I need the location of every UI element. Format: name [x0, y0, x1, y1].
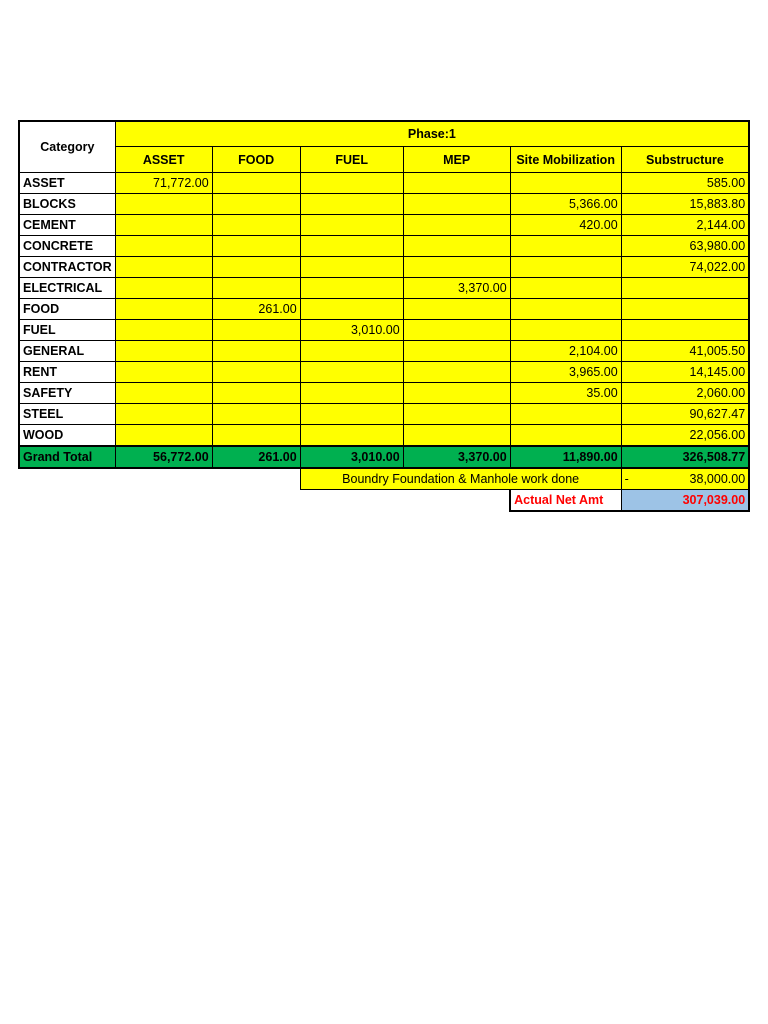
table-cell — [115, 320, 212, 341]
table-cell — [115, 383, 212, 404]
column-header-fuel: FUEL — [300, 147, 403, 173]
spreadsheet — [18, 120, 750, 512]
net-amount-value: 307,039.00 — [621, 490, 749, 512]
table-row — [19, 299, 749, 320]
grand-total-row — [19, 446, 749, 468]
table-cell: 35.00 — [510, 383, 621, 404]
table-cell — [510, 236, 621, 257]
column-header-mep: MEP — [403, 147, 510, 173]
table-cell: 14,145.00 — [621, 362, 749, 383]
table-cell — [115, 215, 212, 236]
column-header-food: FOOD — [212, 147, 300, 173]
row-category: FUEL — [19, 320, 115, 341]
row-category: ELECTRICAL — [19, 278, 115, 299]
table-cell — [300, 257, 403, 278]
table-cell — [212, 215, 300, 236]
row-category: CONCRETE — [19, 236, 115, 257]
table-cell — [115, 341, 212, 362]
table-cell: 41,005.50 — [621, 341, 749, 362]
table-cell — [212, 173, 300, 194]
table-cell — [403, 383, 510, 404]
table-body — [19, 173, 749, 447]
column-header-asset: ASSET — [115, 147, 212, 173]
row-category: RENT — [19, 362, 115, 383]
table-cell — [403, 404, 510, 425]
table-cell — [212, 257, 300, 278]
table-cell — [403, 362, 510, 383]
phase-header: Phase:1 — [115, 121, 749, 147]
table-row — [19, 425, 749, 447]
table-cell — [115, 278, 212, 299]
table-row — [19, 362, 749, 383]
table-cell — [403, 215, 510, 236]
table-cell — [403, 194, 510, 215]
table-cell: 261.00 — [212, 299, 300, 320]
table-cell — [212, 278, 300, 299]
table-cell — [300, 278, 403, 299]
table-cell — [115, 425, 212, 447]
table-cell — [115, 257, 212, 278]
grand-total-cell: 3,370.00 — [403, 446, 510, 468]
adjustment-sign: - — [624, 472, 629, 486]
table-row — [19, 215, 749, 236]
phase-cost-table — [18, 120, 750, 512]
table-cell: 74,022.00 — [621, 257, 749, 278]
table-cell — [212, 362, 300, 383]
table-row — [19, 341, 749, 362]
table-cell — [403, 236, 510, 257]
table-cell — [300, 341, 403, 362]
table-cell — [300, 194, 403, 215]
table-cell — [300, 425, 403, 447]
table-cell: 585.00 — [621, 173, 749, 194]
table-cell — [300, 362, 403, 383]
table-cell: 420.00 — [510, 215, 621, 236]
table-cell — [510, 278, 621, 299]
table-cell — [403, 257, 510, 278]
table-row — [19, 404, 749, 425]
net-amount-label: Actual Net Amt — [510, 490, 621, 512]
table-cell — [621, 278, 749, 299]
table-cell — [510, 320, 621, 341]
grand-total-label: Grand Total — [19, 446, 115, 468]
table-cell — [403, 173, 510, 194]
table-row — [19, 320, 749, 341]
table-cell — [510, 299, 621, 320]
table-cell — [212, 404, 300, 425]
grand-total-cell: 11,890.00 — [510, 446, 621, 468]
table-cell: 3,965.00 — [510, 362, 621, 383]
grand-total-cell: 3,010.00 — [300, 446, 403, 468]
row-category: CEMENT — [19, 215, 115, 236]
adjustment-label: Boundry Foundation & Manhole work done — [300, 468, 621, 490]
grand-total-cell: 261.00 — [212, 446, 300, 468]
table-cell — [403, 341, 510, 362]
table-cell: 71,772.00 — [115, 173, 212, 194]
table-cell — [115, 299, 212, 320]
table-cell — [212, 194, 300, 215]
table-cell — [115, 362, 212, 383]
table-row — [19, 383, 749, 404]
table-cell: 5,366.00 — [510, 194, 621, 215]
row-category: CONTRACTOR — [19, 257, 115, 278]
table-cell — [403, 299, 510, 320]
table-row — [19, 194, 749, 215]
table-cell — [510, 425, 621, 447]
table-cell — [115, 194, 212, 215]
row-category: BLOCKS — [19, 194, 115, 215]
table-row — [19, 236, 749, 257]
row-category: STEEL — [19, 404, 115, 425]
row-category: ASSET — [19, 173, 115, 194]
table-cell — [300, 404, 403, 425]
table-cell — [510, 404, 621, 425]
row-category: SAFETY — [19, 383, 115, 404]
grand-total-cell: 326,508.77 — [621, 446, 749, 468]
table-cell — [300, 383, 403, 404]
table-cell: 3,370.00 — [403, 278, 510, 299]
table-cell: 90,627.47 — [621, 404, 749, 425]
table-cell — [621, 320, 749, 341]
adjustment-amount: 38,000.00 — [689, 472, 746, 486]
column-header-site-mobilization: Site Mobilization — [510, 147, 621, 173]
table-cell — [115, 404, 212, 425]
table-cell — [403, 425, 510, 447]
table-row — [19, 173, 749, 194]
row-category: WOOD — [19, 425, 115, 447]
table-cell — [212, 425, 300, 447]
adjustment-row — [19, 468, 749, 490]
table-cell: 22,056.00 — [621, 425, 749, 447]
net-amount-row — [19, 490, 749, 512]
table-row — [19, 257, 749, 278]
table-cell: 2,060.00 — [621, 383, 749, 404]
grand-total-cell: 56,772.00 — [115, 446, 212, 468]
table-cell — [621, 299, 749, 320]
adjustment-value — [621, 468, 749, 490]
table-cell — [212, 236, 300, 257]
row-category: GENERAL — [19, 341, 115, 362]
row-category: FOOD — [19, 299, 115, 320]
table-cell — [510, 173, 621, 194]
table-cell — [212, 383, 300, 404]
table-cell: 15,883.80 — [621, 194, 749, 215]
table-cell — [115, 236, 212, 257]
category-header: Category — [19, 121, 115, 173]
table-cell — [300, 299, 403, 320]
table-cell — [300, 215, 403, 236]
table-cell — [403, 320, 510, 341]
table-cell: 63,980.00 — [621, 236, 749, 257]
column-header-substructure: Substructure — [621, 147, 749, 173]
table-cell — [212, 320, 300, 341]
table-cell — [510, 257, 621, 278]
table-cell — [300, 236, 403, 257]
table-row — [19, 278, 749, 299]
table-cell — [212, 341, 300, 362]
table-cell: 2,104.00 — [510, 341, 621, 362]
table-cell: 2,144.00 — [621, 215, 749, 236]
table-cell — [300, 173, 403, 194]
table-cell: 3,010.00 — [300, 320, 403, 341]
